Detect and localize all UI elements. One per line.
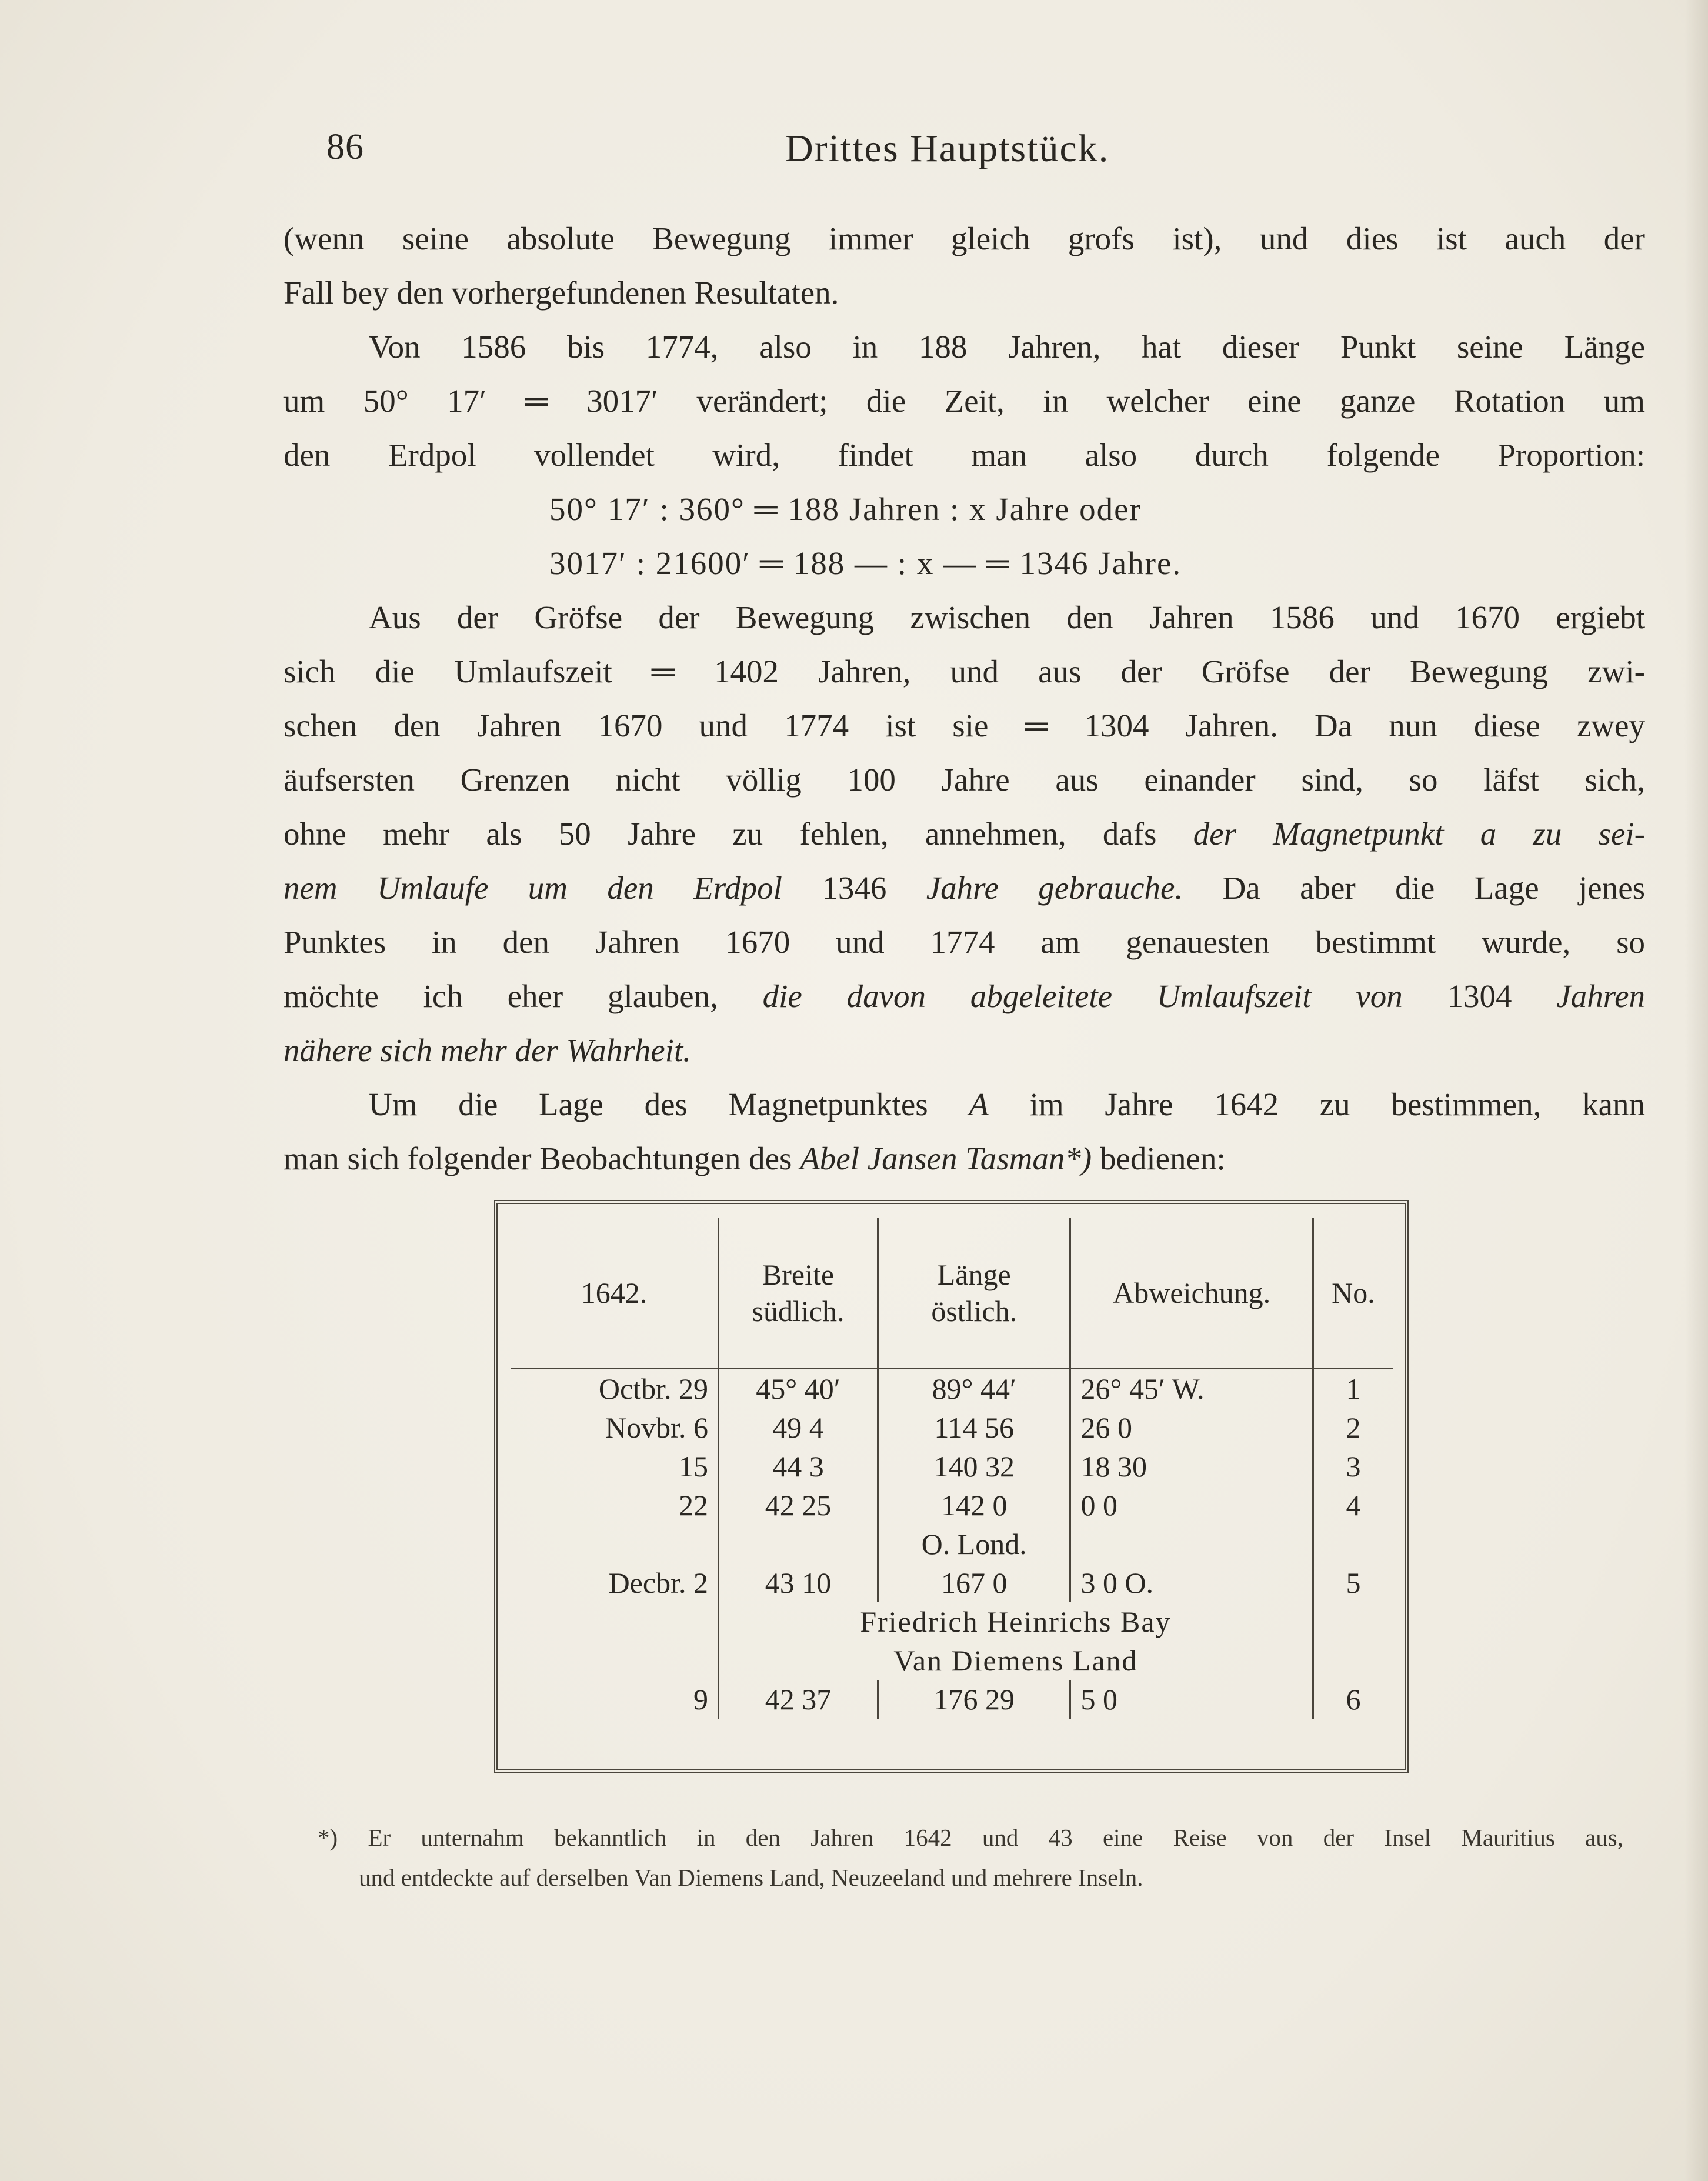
cell-laenge: O. Lond.	[878, 1525, 1070, 1563]
text-line	[283, 1132, 1645, 1186]
text-run: im Jahre 1642 zu bestimmen, kann	[988, 1086, 1646, 1122]
table-row	[511, 1486, 1393, 1525]
cell-date: Novbr. 6	[605, 1411, 708, 1444]
text-line: (wenn seine absolute Bewegung immer gleich grofs ist), und dies ist auch der	[283, 221, 1645, 256]
cell-date: 9	[693, 1683, 708, 1716]
text-run: bedienen:	[1092, 1140, 1226, 1176]
table-row	[511, 1447, 1393, 1486]
italic-run: Jahren	[1556, 978, 1645, 1014]
footnote-line: und entdeckte auf derselben Van Diemens Land, Neuzeeland und mehrere Inseln.	[359, 1864, 1143, 1891]
table-row	[511, 1680, 1393, 1719]
cell-date: 22	[678, 1489, 708, 1522]
table-row	[511, 1602, 1393, 1641]
cell-number: 1	[1313, 1369, 1393, 1409]
text-line	[283, 969, 1645, 1023]
cell-breite: 42 37	[718, 1680, 878, 1719]
table-row	[511, 1369, 1393, 1409]
table-row	[511, 1641, 1393, 1680]
text-line	[283, 1078, 1645, 1132]
cell-date: 15	[678, 1450, 708, 1483]
observation-table-container	[494, 1200, 1409, 1773]
table-body	[511, 1369, 1393, 1719]
cell-breite: 43 10	[718, 1563, 878, 1602]
text-run: möchte ich eher glauben,	[283, 978, 763, 1014]
cell-number: 2	[1313, 1408, 1393, 1447]
cell-laenge: 167 0	[878, 1563, 1070, 1602]
text-run: Da aber die Lage jenes	[1183, 870, 1646, 906]
header-abweichung: Abweichung.	[1070, 1218, 1313, 1369]
text-run: man sich folgender Beobachtungen des	[283, 1140, 800, 1176]
table-header-row	[511, 1218, 1393, 1369]
equation-line: 3017′ : 21600′ ═ 188 — : x — ═ 1346 Jahre.	[549, 545, 1182, 581]
italic-run: Abel Jansen Tasman*)	[800, 1140, 1092, 1176]
cell-breite: 42 25	[718, 1486, 878, 1525]
cell-date	[511, 1602, 718, 1641]
cell-breite: 49 4	[718, 1408, 878, 1447]
italic-run: Jahre gebrauche.	[926, 870, 1183, 906]
cell-number: 4	[1313, 1486, 1393, 1525]
page-number: 86	[326, 127, 364, 167]
text-run: 1346	[782, 870, 926, 906]
cell-abweichung	[1070, 1525, 1313, 1563]
cell-number: 3	[1313, 1447, 1393, 1486]
text-line: Von 1586 bis 1774, also in 188 Jahren, hat dieser Punkt seine Länge	[369, 329, 1645, 365]
cell-abweichung: 26° 45′ W.	[1070, 1369, 1313, 1409]
table-row	[511, 1408, 1393, 1447]
cell-breite: 45° 40′	[718, 1369, 878, 1409]
cell-date: Octbr. 29	[598, 1372, 708, 1405]
cell-date	[511, 1641, 718, 1680]
italic-run: A	[969, 1086, 989, 1122]
cell-abweichung: 3 0 O.	[1070, 1563, 1313, 1602]
cell-abweichung: 18 30	[1070, 1447, 1313, 1486]
header-year: 1642.	[511, 1218, 718, 1369]
cell-laenge: 142 0	[878, 1486, 1070, 1525]
footnote	[318, 1818, 1623, 1897]
cell-number: 6	[1313, 1680, 1393, 1719]
header-laenge-line1: Länge	[937, 1258, 1011, 1291]
cell-number	[1313, 1602, 1393, 1641]
italic-run: der Magnetpunkt a zu sei-	[1193, 816, 1645, 852]
cell-abweichung: 5 0	[1070, 1680, 1313, 1719]
text-line	[283, 861, 1645, 915]
text-line: den Erdpol vollendet wird, findet man also durch folgende Proportion:	[283, 437, 1645, 473]
cell-number	[1313, 1641, 1393, 1680]
text-run: ohne mehr als 50 Jahre zu fehlen, annehmen, dafs	[283, 816, 1193, 852]
cell-abweichung: 0 0	[1070, 1486, 1313, 1525]
text-line: sich die Umlaufszeit ═ 1402 Jahren, und aus der Gröfse der Bewegung zwi-	[283, 653, 1645, 689]
page-header	[326, 126, 1150, 174]
cell-laenge: 114 56	[878, 1408, 1070, 1447]
header-laenge	[878, 1218, 1070, 1369]
cell-location-note: Van Diemens Land	[718, 1641, 1313, 1680]
header-laenge-line2: östlich.	[931, 1294, 1018, 1328]
cell-breite: 44 3	[718, 1447, 878, 1486]
text-line: Aus der Gröfse der Bewegung zwischen den Jahren 1586 und 1670 ergiebt	[369, 599, 1645, 635]
text-line: Fall bey den vorhergefundenen Resultaten.	[283, 275, 839, 311]
header-breite-line1: Breite	[762, 1258, 835, 1291]
header-breite	[718, 1218, 878, 1369]
header-number: No.	[1313, 1218, 1393, 1369]
text-line: Punktes in den Jahren 1670 und 1774 am genauesten bestimmt wurde, so	[283, 924, 1645, 960]
cell-laenge: 140 32	[878, 1447, 1070, 1486]
table-row	[511, 1525, 1393, 1563]
cell-laenge: 89° 44′	[878, 1369, 1070, 1409]
cell-number: 5	[1313, 1563, 1393, 1602]
body-text	[283, 212, 1645, 1186]
header-breite-line2: südlich.	[752, 1294, 845, 1328]
observation-table	[511, 1218, 1393, 1719]
running-title: Drittes Hauptstück.	[785, 127, 1110, 170]
footnote-line: *) Er unternahm bekanntlich in den Jahren 1642 und 43 eine Reise von der Insel Mauritius aus,	[318, 1824, 1623, 1851]
cell-date: Decbr. 2	[608, 1566, 708, 1599]
cell-abweichung: 26 0	[1070, 1408, 1313, 1447]
cell-number	[1313, 1525, 1393, 1563]
text-run: Um die Lage des Magnetpunktes	[369, 1086, 969, 1122]
text-line	[283, 807, 1645, 861]
cell-laenge: 176 29	[878, 1680, 1070, 1719]
text-line: um 50° 17′ ═ 3017′ verändert; die Zeit, in welcher eine ganze Rotation um	[283, 383, 1645, 419]
equation-line: 50° 17′ : 360° ═ 188 Jahren : x Jahre oder	[549, 491, 1142, 527]
table-row	[511, 1563, 1393, 1602]
italic-run: nem Umlaufe um den Erdpol	[283, 870, 782, 906]
cell-date	[511, 1525, 718, 1563]
text-run: 1304	[1402, 978, 1557, 1014]
italic-run: die davon abgeleitete Umlaufszeit von	[762, 978, 1403, 1014]
text-line: schen den Jahren 1670 und 1774 ist sie ═ 1304 Jahren. Da nun diese zwey	[283, 708, 1645, 743]
cell-breite	[718, 1525, 878, 1563]
cell-location-note: Friedrich Heinrichs Bay	[718, 1602, 1313, 1641]
text-line: äufsersten Grenzen nicht völlig 100 Jahre aus einander sind, so läfst sich,	[283, 762, 1645, 798]
page-edge-shadow	[1684, 0, 1708, 2181]
italic-run: nähere sich mehr der Wahrheit.	[283, 1032, 692, 1068]
text-line	[283, 1023, 1645, 1078]
